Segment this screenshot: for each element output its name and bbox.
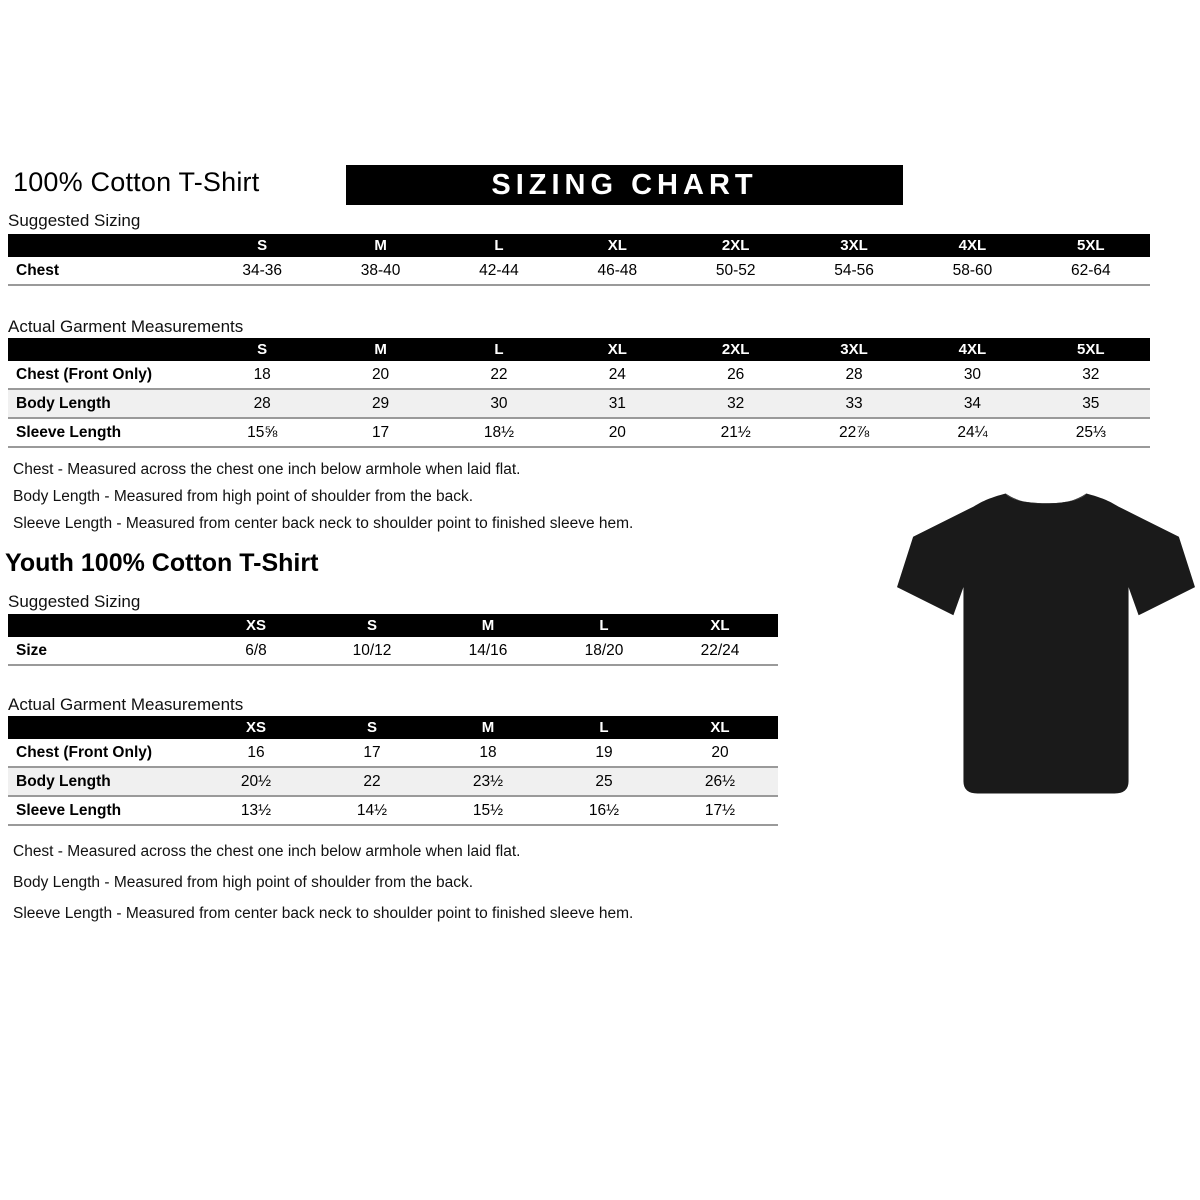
table-row xyxy=(8,418,1150,447)
measurement-note: Chest - Measured across the chest one inch below armhole when laid flat. xyxy=(13,843,521,860)
column-header: L xyxy=(440,234,558,257)
cell: 30 xyxy=(913,361,1031,389)
youth-suggested-table xyxy=(8,614,778,666)
cell: 17 xyxy=(321,418,439,447)
column-header: S xyxy=(314,716,430,739)
cell: 28 xyxy=(795,361,913,389)
header-row xyxy=(8,338,1150,361)
measurement-note: Chest - Measured across the chest one inch below armhole when laid flat. xyxy=(13,461,521,478)
column-header: M xyxy=(321,234,439,257)
youth-measurement-notes xyxy=(13,843,633,936)
header-row xyxy=(8,614,778,637)
header-row xyxy=(8,716,778,739)
table-row xyxy=(8,389,1150,418)
cell: 22⅞ xyxy=(795,418,913,447)
cell: 18/20 xyxy=(546,637,662,665)
column-header: M xyxy=(430,614,546,637)
cell: 20 xyxy=(662,739,778,767)
youth-garment-table xyxy=(8,716,778,826)
cell: 35 xyxy=(1032,389,1150,418)
column-header: 2XL xyxy=(677,234,795,257)
column-header: L xyxy=(546,716,662,739)
column-header: M xyxy=(321,338,439,361)
cell: 16½ xyxy=(546,796,662,825)
column-header: 3XL xyxy=(795,234,913,257)
column-header xyxy=(8,338,203,361)
cell: 22 xyxy=(314,767,430,796)
adult-suggested-table xyxy=(8,234,1150,286)
cell: 18½ xyxy=(440,418,558,447)
cell: 29 xyxy=(321,389,439,418)
table-row xyxy=(8,739,778,767)
adult-garment-table xyxy=(8,338,1150,448)
cell: 34-36 xyxy=(203,257,321,285)
cell: 15½ xyxy=(430,796,546,825)
adult-measurement-notes xyxy=(13,461,633,542)
cell: 26½ xyxy=(662,767,778,796)
table-row xyxy=(8,361,1150,389)
cell: 15⅝ xyxy=(203,418,321,447)
cell: 17½ xyxy=(662,796,778,825)
table-row xyxy=(8,257,1150,285)
youth-suggested-heading: Suggested Sizing xyxy=(8,592,141,611)
cell: 26 xyxy=(677,361,795,389)
cell: 46-48 xyxy=(558,257,676,285)
table-row xyxy=(8,796,778,825)
cell: 33 xyxy=(795,389,913,418)
column-header: 2XL xyxy=(677,338,795,361)
cell: 16 xyxy=(198,739,314,767)
cell: 62-64 xyxy=(1032,257,1150,285)
column-header: 5XL xyxy=(1032,234,1150,257)
column-header: XL xyxy=(558,338,676,361)
cell: 31 xyxy=(558,389,676,418)
cell: 34 xyxy=(913,389,1031,418)
adult-title: 100% Cotton T-Shirt xyxy=(13,167,260,197)
column-header: 5XL xyxy=(1032,338,1150,361)
adult-garment-heading: Actual Garment Measurements xyxy=(8,317,244,336)
cell: 24 xyxy=(558,361,676,389)
cell: 6/8 xyxy=(198,637,314,665)
column-header: 4XL xyxy=(913,338,1031,361)
column-header: XL xyxy=(662,614,778,637)
cell: 21½ xyxy=(677,418,795,447)
youth-garment-heading: Actual Garment Measurements xyxy=(8,695,244,714)
cell: 58-60 xyxy=(913,257,1031,285)
cell: 30 xyxy=(440,389,558,418)
cell: 22/24 xyxy=(662,637,778,665)
column-header xyxy=(8,716,198,739)
cell: 24¼ xyxy=(913,418,1031,447)
cell: 14½ xyxy=(314,796,430,825)
table-row xyxy=(8,637,778,665)
measurement-note: Body Length - Measured from high point of shoulder from the back. xyxy=(13,488,474,505)
cell: 18 xyxy=(430,739,546,767)
cell: 13½ xyxy=(198,796,314,825)
cell: 14/16 xyxy=(430,637,546,665)
measurement-note: Sleeve Length - Measured from center back neck to shoulder point to finished sleeve hem. xyxy=(13,905,634,922)
row-label: Body Length xyxy=(8,389,203,418)
cell: 22 xyxy=(440,361,558,389)
column-header: 3XL xyxy=(795,338,913,361)
column-header: M xyxy=(430,716,546,739)
row-label: Chest (Front Only) xyxy=(8,361,203,389)
row-label: Body Length xyxy=(8,767,198,796)
header-row xyxy=(8,234,1150,257)
cell: 18 xyxy=(203,361,321,389)
measurement-note: Body Length - Measured from high point of shoulder from the back. xyxy=(13,874,474,891)
row-label: Sleeve Length xyxy=(8,418,203,447)
cell: 54-56 xyxy=(795,257,913,285)
cell: 20½ xyxy=(198,767,314,796)
row-label: Size xyxy=(8,637,198,665)
tshirt-image xyxy=(895,473,1197,821)
column-header xyxy=(8,234,203,257)
cell: 42-44 xyxy=(440,257,558,285)
cell: 20 xyxy=(558,418,676,447)
column-header: XS xyxy=(198,614,314,637)
column-header: 4XL xyxy=(913,234,1031,257)
cell: 28 xyxy=(203,389,321,418)
row-label: Sleeve Length xyxy=(8,796,198,825)
measurement-note: Sleeve Length - Measured from center back neck to shoulder point to finished sleeve hem. xyxy=(13,515,634,532)
cell: 38-40 xyxy=(321,257,439,285)
column-header xyxy=(8,614,198,637)
cell: 17 xyxy=(314,739,430,767)
cell: 32 xyxy=(1032,361,1150,389)
table-row xyxy=(8,767,778,796)
sizing-chart-banner: SIZING CHART xyxy=(346,165,903,205)
cell: 25⅓ xyxy=(1032,418,1150,447)
cell: 32 xyxy=(677,389,795,418)
adult-suggested-heading: Suggested Sizing xyxy=(8,211,141,230)
cell: 19 xyxy=(546,739,662,767)
row-label: Chest (Front Only) xyxy=(8,739,198,767)
cell: 50-52 xyxy=(677,257,795,285)
column-header: S xyxy=(203,338,321,361)
column-header: XL xyxy=(662,716,778,739)
cell: 23½ xyxy=(430,767,546,796)
column-header: XS xyxy=(198,716,314,739)
row-label: Chest xyxy=(8,257,203,285)
youth-title: Youth 100% Cotton T-Shirt xyxy=(5,549,319,577)
column-header: L xyxy=(440,338,558,361)
column-header: XL xyxy=(558,234,676,257)
column-header: L xyxy=(546,614,662,637)
column-header: S xyxy=(314,614,430,637)
cell: 10/12 xyxy=(314,637,430,665)
cell: 20 xyxy=(321,361,439,389)
cell: 25 xyxy=(546,767,662,796)
column-header: S xyxy=(203,234,321,257)
